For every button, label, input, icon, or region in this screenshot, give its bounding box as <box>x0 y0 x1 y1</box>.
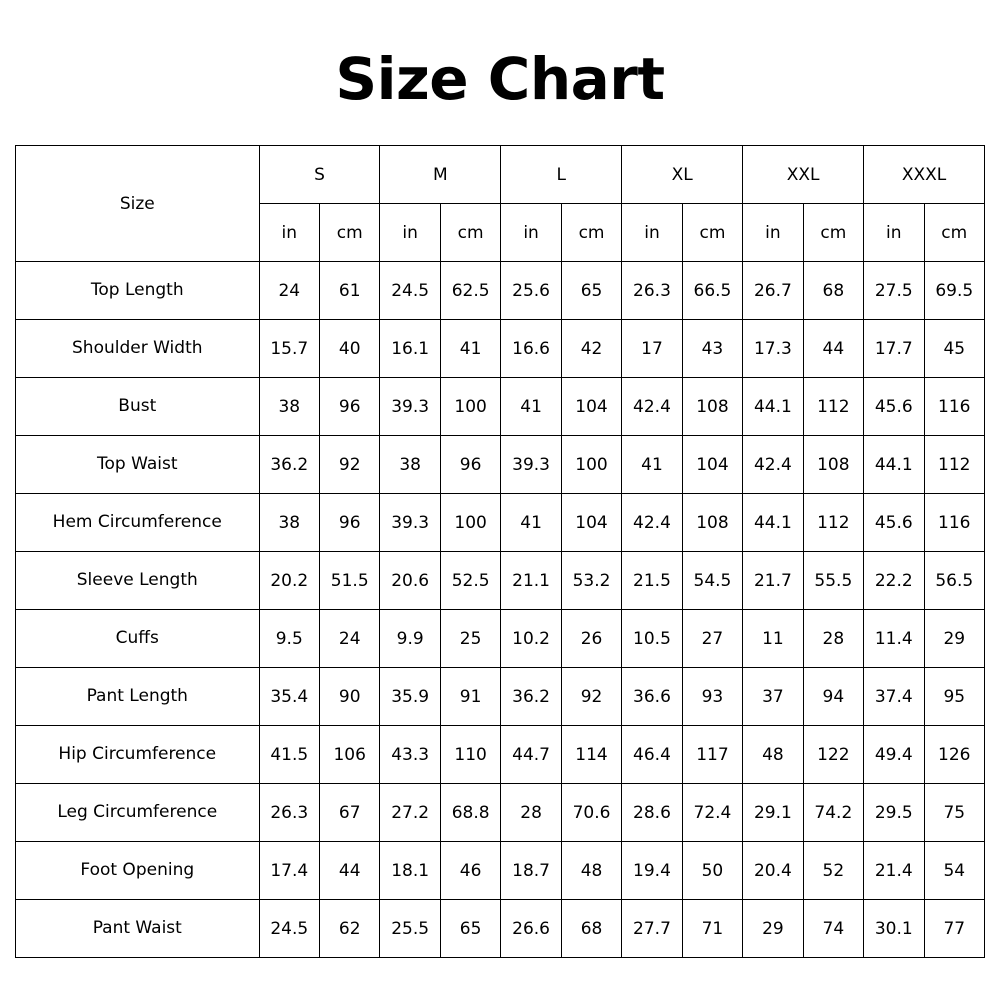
row-label: Pant Waist <box>16 900 260 958</box>
row-label: Cuffs <box>16 610 260 668</box>
table-cell: 52 <box>803 842 863 900</box>
table-cell: 41.5 <box>259 726 319 784</box>
table-cell: 18.7 <box>501 842 561 900</box>
table-cell: 104 <box>561 378 621 436</box>
table-cell: 96 <box>319 494 379 552</box>
table-cell: 27.5 <box>864 262 924 320</box>
table-cell: 20.2 <box>259 552 319 610</box>
table-cell: 68 <box>803 262 863 320</box>
table-cell: 41 <box>501 378 561 436</box>
table-row <box>16 842 985 900</box>
table-cell: 17.3 <box>743 320 803 378</box>
table-cell: 112 <box>803 494 863 552</box>
table-cell: 42.4 <box>622 494 682 552</box>
table-cell: 29.5 <box>864 784 924 842</box>
header-unit-l-in: in <box>501 204 561 262</box>
table-cell: 48 <box>743 726 803 784</box>
table-cell: 112 <box>924 436 984 494</box>
header-size-l: L <box>501 146 622 204</box>
table-cell: 104 <box>682 436 742 494</box>
table-cell: 11.4 <box>864 610 924 668</box>
header-unit-xxxl-cm: cm <box>924 204 984 262</box>
table-cell: 44 <box>803 320 863 378</box>
table-cell: 68.8 <box>440 784 500 842</box>
table-cell: 62.5 <box>440 262 500 320</box>
table-cell: 43.3 <box>380 726 440 784</box>
table-cell: 45.6 <box>864 494 924 552</box>
table-cell: 29 <box>743 900 803 958</box>
table-cell: 92 <box>561 668 621 726</box>
row-label: Pant Length <box>16 668 260 726</box>
table-cell: 96 <box>440 436 500 494</box>
row-label: Hem Circumference <box>16 494 260 552</box>
table-cell: 44.1 <box>743 494 803 552</box>
table-cell: 36.6 <box>622 668 682 726</box>
table-row <box>16 726 985 784</box>
table-cell: 16.1 <box>380 320 440 378</box>
table-cell: 22.2 <box>864 552 924 610</box>
table-cell: 53.2 <box>561 552 621 610</box>
table-cell: 10.5 <box>622 610 682 668</box>
table-cell: 28 <box>501 784 561 842</box>
table-cell: 65 <box>440 900 500 958</box>
table-cell: 55.5 <box>803 552 863 610</box>
table-cell: 91 <box>440 668 500 726</box>
table-body <box>16 262 985 958</box>
table-cell: 51.5 <box>319 552 379 610</box>
table-cell: 62 <box>319 900 379 958</box>
table-cell: 48 <box>561 842 621 900</box>
table-cell: 30.1 <box>864 900 924 958</box>
table-cell: 100 <box>440 494 500 552</box>
header-unit-xl-in: in <box>622 204 682 262</box>
table-cell: 39.3 <box>380 494 440 552</box>
table-cell: 11 <box>743 610 803 668</box>
row-label: Top Waist <box>16 436 260 494</box>
table-cell: 44.7 <box>501 726 561 784</box>
table-cell: 108 <box>682 378 742 436</box>
table-cell: 20.4 <box>743 842 803 900</box>
table-cell: 108 <box>803 436 863 494</box>
table-cell: 41 <box>501 494 561 552</box>
table-row <box>16 900 985 958</box>
table-cell: 116 <box>924 494 984 552</box>
table-row <box>16 320 985 378</box>
table-cell: 49.4 <box>864 726 924 784</box>
table-row <box>16 610 985 668</box>
table-cell: 45.6 <box>864 378 924 436</box>
table-cell: 21.7 <box>743 552 803 610</box>
table-cell: 26 <box>561 610 621 668</box>
table-cell: 42 <box>561 320 621 378</box>
table-cell: 24.5 <box>259 900 319 958</box>
table-cell: 122 <box>803 726 863 784</box>
table-cell: 74.2 <box>803 784 863 842</box>
row-label: Leg Circumference <box>16 784 260 842</box>
table-cell: 17.7 <box>864 320 924 378</box>
table-cell: 100 <box>440 378 500 436</box>
table-cell: 126 <box>924 726 984 784</box>
table-cell: 90 <box>319 668 379 726</box>
table-cell: 26.6 <box>501 900 561 958</box>
table-cell: 117 <box>682 726 742 784</box>
table-cell: 44.1 <box>864 436 924 494</box>
table-cell: 108 <box>682 494 742 552</box>
table-cell: 77 <box>924 900 984 958</box>
table-cell: 21.5 <box>622 552 682 610</box>
table-cell: 21.4 <box>864 842 924 900</box>
table-cell: 10.2 <box>501 610 561 668</box>
table-cell: 65 <box>561 262 621 320</box>
table-cell: 41 <box>622 436 682 494</box>
table-cell: 27.2 <box>380 784 440 842</box>
row-label: Foot Opening <box>16 842 260 900</box>
table-cell: 75 <box>924 784 984 842</box>
table-cell: 25.5 <box>380 900 440 958</box>
row-label: Sleeve Length <box>16 552 260 610</box>
table-cell: 18.1 <box>380 842 440 900</box>
header-unit-s-in: in <box>259 204 319 262</box>
table-cell: 9.9 <box>380 610 440 668</box>
table-cell: 29.1 <box>743 784 803 842</box>
table-cell: 54.5 <box>682 552 742 610</box>
table-cell: 93 <box>682 668 742 726</box>
table-cell: 24 <box>259 262 319 320</box>
table-cell: 54 <box>924 842 984 900</box>
table-row <box>16 494 985 552</box>
table-cell: 40 <box>319 320 379 378</box>
table-cell: 44 <box>319 842 379 900</box>
table-cell: 50 <box>682 842 742 900</box>
table-cell: 104 <box>561 494 621 552</box>
header-row-sizes <box>16 146 985 204</box>
table-cell: 35.4 <box>259 668 319 726</box>
table-row <box>16 784 985 842</box>
header-unit-xxl-in: in <box>743 204 803 262</box>
table-cell: 27 <box>682 610 742 668</box>
table-cell: 100 <box>561 436 621 494</box>
table-cell: 42.4 <box>743 436 803 494</box>
row-label: Shoulder Width <box>16 320 260 378</box>
table-cell: 24 <box>319 610 379 668</box>
table-cell: 21.1 <box>501 552 561 610</box>
table-cell: 25 <box>440 610 500 668</box>
table-cell: 27.7 <box>622 900 682 958</box>
table-cell: 43 <box>682 320 742 378</box>
table-cell: 26.3 <box>622 262 682 320</box>
table-cell: 37 <box>743 668 803 726</box>
table-cell: 94 <box>803 668 863 726</box>
table-cell: 70.6 <box>561 784 621 842</box>
table-cell: 56.5 <box>924 552 984 610</box>
size-chart-table <box>15 145 985 958</box>
table-cell: 106 <box>319 726 379 784</box>
table-cell: 28.6 <box>622 784 682 842</box>
table-cell: 37.4 <box>864 668 924 726</box>
table-cell: 36.2 <box>501 668 561 726</box>
header-unit-s-cm: cm <box>319 204 379 262</box>
table-cell: 38 <box>259 378 319 436</box>
table-cell: 39.3 <box>380 378 440 436</box>
table-header <box>16 146 985 262</box>
header-size-m: M <box>380 146 501 204</box>
table-cell: 95 <box>924 668 984 726</box>
table-cell: 29 <box>924 610 984 668</box>
header-unit-xxl-cm: cm <box>803 204 863 262</box>
table-row <box>16 262 985 320</box>
table-cell: 42.4 <box>622 378 682 436</box>
table-cell: 26.7 <box>743 262 803 320</box>
header-corner-size: Size <box>16 146 260 262</box>
table-cell: 20.6 <box>380 552 440 610</box>
table-cell: 67 <box>319 784 379 842</box>
header-size-xxl: XXL <box>743 146 864 204</box>
table-cell: 71 <box>682 900 742 958</box>
table-row <box>16 668 985 726</box>
header-unit-xl-cm: cm <box>682 204 742 262</box>
table-cell: 17.4 <box>259 842 319 900</box>
header-unit-l-cm: cm <box>561 204 621 262</box>
table-cell: 17 <box>622 320 682 378</box>
table-cell: 112 <box>803 378 863 436</box>
table-cell: 114 <box>561 726 621 784</box>
table-cell: 96 <box>319 378 379 436</box>
table-cell: 61 <box>319 262 379 320</box>
table-cell: 92 <box>319 436 379 494</box>
table-cell: 110 <box>440 726 500 784</box>
table-row <box>16 378 985 436</box>
table-row <box>16 552 985 610</box>
header-unit-m-in: in <box>380 204 440 262</box>
table-cell: 16.6 <box>501 320 561 378</box>
table-cell: 46 <box>440 842 500 900</box>
page-title: Size Chart <box>335 45 665 113</box>
table-cell: 52.5 <box>440 552 500 610</box>
table-cell: 46.4 <box>622 726 682 784</box>
table-cell: 38 <box>380 436 440 494</box>
table-cell: 38 <box>259 494 319 552</box>
table-cell: 36.2 <box>259 436 319 494</box>
table-cell: 19.4 <box>622 842 682 900</box>
table-cell: 39.3 <box>501 436 561 494</box>
size-chart-table-wrap <box>15 145 985 958</box>
table-cell: 24.5 <box>380 262 440 320</box>
header-size-xl: XL <box>622 146 743 204</box>
table-cell: 25.6 <box>501 262 561 320</box>
table-cell: 28 <box>803 610 863 668</box>
row-label: Bust <box>16 378 260 436</box>
row-label: Hip Circumference <box>16 726 260 784</box>
table-cell: 41 <box>440 320 500 378</box>
row-label: Top Length <box>16 262 260 320</box>
table-cell: 35.9 <box>380 668 440 726</box>
table-cell: 69.5 <box>924 262 984 320</box>
table-cell: 66.5 <box>682 262 742 320</box>
header-size-xxxl: XXXL <box>864 146 985 204</box>
table-cell: 74 <box>803 900 863 958</box>
header-unit-m-cm: cm <box>440 204 500 262</box>
table-cell: 116 <box>924 378 984 436</box>
table-cell: 26.3 <box>259 784 319 842</box>
table-cell: 44.1 <box>743 378 803 436</box>
table-cell: 15.7 <box>259 320 319 378</box>
header-unit-xxxl-in: in <box>864 204 924 262</box>
table-cell: 68 <box>561 900 621 958</box>
table-cell: 9.5 <box>259 610 319 668</box>
header-size-s: S <box>259 146 380 204</box>
table-cell: 72.4 <box>682 784 742 842</box>
table-row <box>16 436 985 494</box>
table-cell: 45 <box>924 320 984 378</box>
